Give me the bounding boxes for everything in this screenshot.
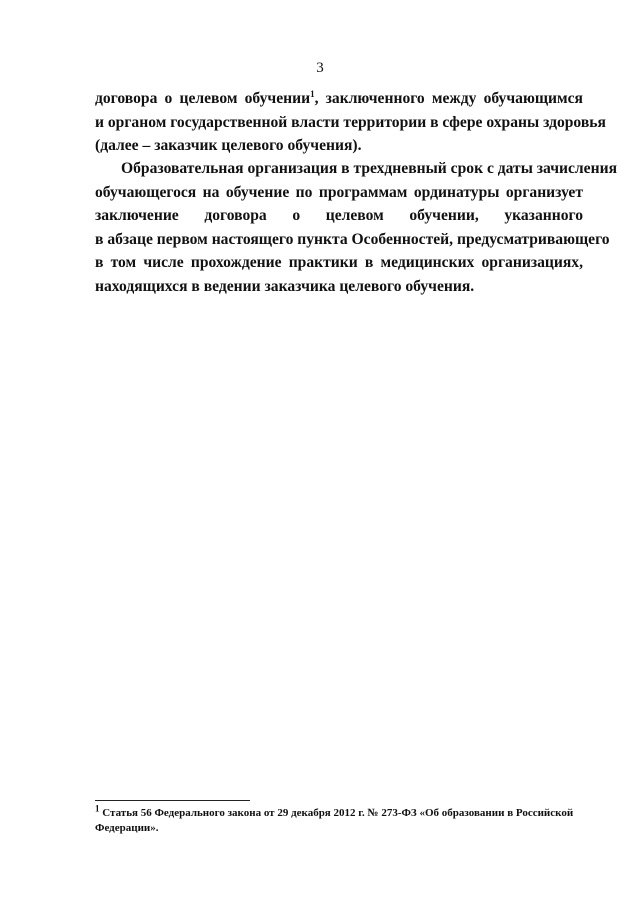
text-run: , заключенного между обучающимся <box>314 90 583 107</box>
footnote-reference[interactable]: 1 <box>310 88 315 99</box>
footnote <box>95 803 583 836</box>
paragraph-line: в том числе прохождение практики в медицинских организациях, <box>95 254 583 271</box>
paragraph-line: находящихся в ведении заказчика целевого обучения. <box>95 277 475 295</box>
paragraph-main <box>95 157 617 298</box>
text-run: договора о целевом обучении <box>95 90 311 107</box>
paragraph-line: заключение договора о целевом обучении, указанного <box>95 207 583 224</box>
paragraph-line: Образовательная организация в трехдневный срок с даты зачисления <box>121 160 617 177</box>
page-number: 3 <box>316 60 324 76</box>
paragraph-line <box>95 87 583 111</box>
footnote-text: Статья 56 Федерального закона от 29 декабря 2012 г. № 273-ФЗ «Об образовании в Российской Федерации». <box>95 807 574 834</box>
paragraph-line: в абзаце первом настоящего пункта Особенностей, предусматривающего <box>95 230 610 248</box>
paragraph-line: и органом государственной власти территории в сфере охраны здоровья <box>95 113 606 131</box>
footnote-divider <box>95 800 250 801</box>
paragraph-continuation <box>95 87 606 158</box>
footnote-marker: 1 <box>95 803 100 814</box>
paragraph-line: (далее – заказчик целевого обучения). <box>95 137 362 154</box>
paragraph-line: обучающегося на обучение по программам ординатуры организует <box>95 183 583 201</box>
